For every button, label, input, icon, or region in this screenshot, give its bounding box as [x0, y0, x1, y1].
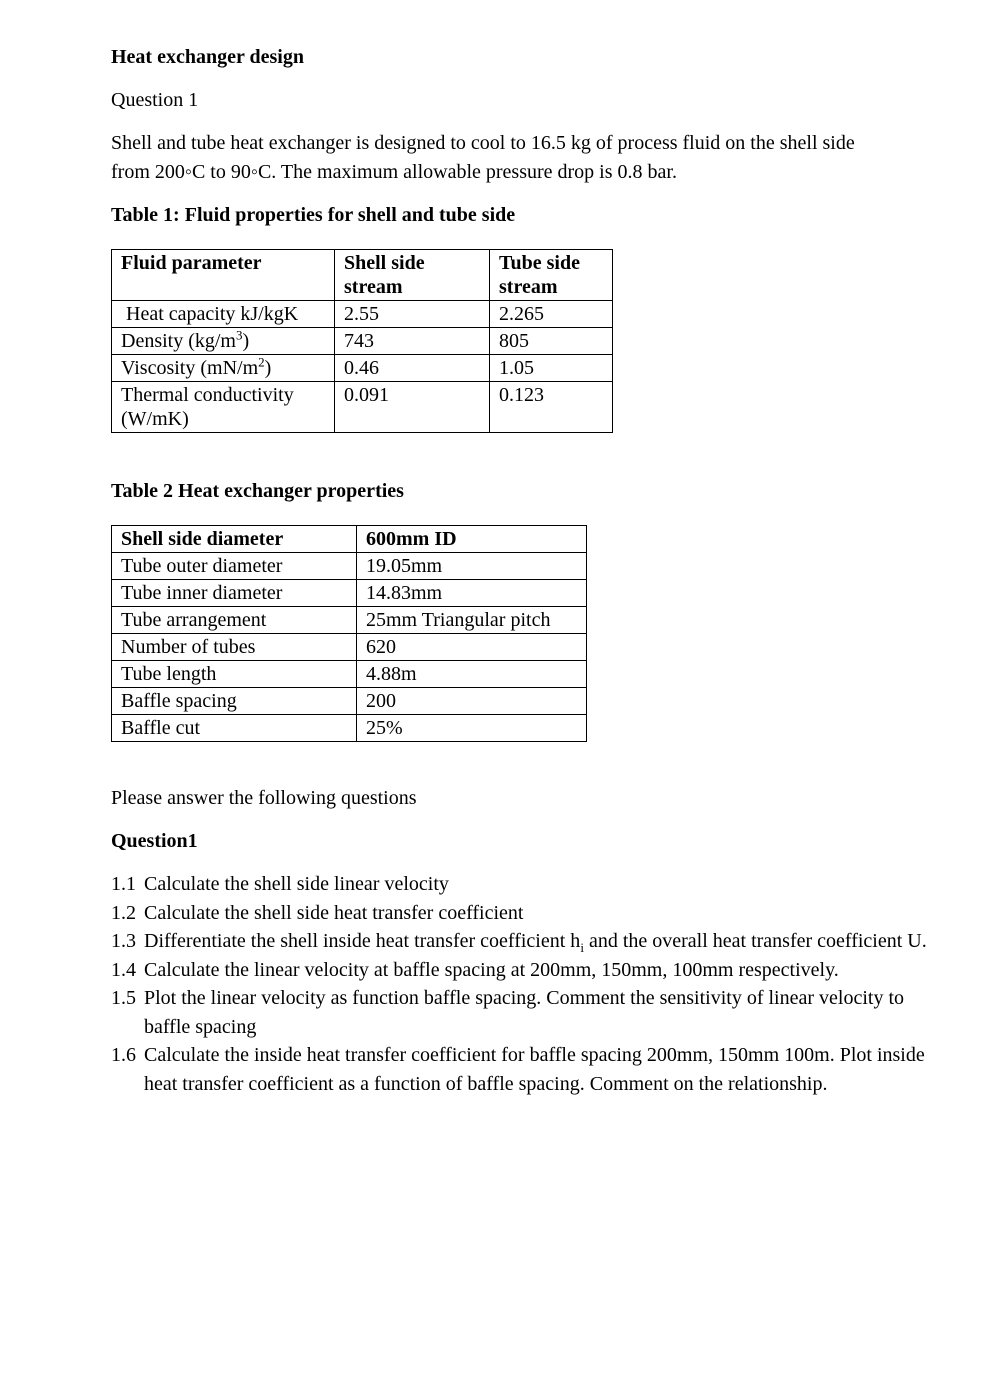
table-cell: 25% [357, 715, 587, 742]
question-label: Question 1 [111, 89, 199, 111]
intro-line-2: from 200◦C to 90◦C. The maximum allowable pressure drop is 0.8 bar. [111, 161, 677, 183]
table-cell: 200 [357, 688, 587, 715]
fluid-properties-table [111, 249, 613, 433]
table-header-cell: Shell side stream [335, 250, 490, 301]
table2-caption: Table 2 Heat exchanger properties [111, 480, 404, 502]
table-cell: 14.83mm [357, 580, 587, 607]
table-row [112, 688, 587, 715]
table-cell: 600mm ID [357, 526, 587, 553]
param-text: Density (kg/m [121, 330, 236, 352]
item-text: Calculate the inside heat transfer coefficient for baffle spacing 200mm, 150mm 100m. Plot inside heat transfer coefficient as a function of baffle spacing. Comment on the relationship. [144, 1044, 925, 1095]
table-row [112, 715, 587, 742]
table-row [112, 382, 613, 433]
table-cell [112, 355, 335, 382]
table-cell: 0.123 [490, 382, 613, 433]
item-number: 1.1 [111, 873, 136, 895]
table-cell: Tube inner diameter [112, 580, 357, 607]
table-cell: Baffle spacing [112, 688, 357, 715]
table-cell: Tube length [112, 661, 357, 688]
list-item [111, 870, 931, 899]
intro-paragraph [111, 129, 931, 187]
table-cell: Shell side diameter [112, 526, 357, 553]
table-cell: Tube outer diameter [112, 553, 357, 580]
param-text-end: ) [242, 330, 250, 352]
table-cell: 2.265 [490, 301, 613, 328]
list-item [111, 956, 931, 985]
item-text: Calculate the shell side heat transfer coefficient [144, 901, 524, 924]
table-row [112, 661, 587, 688]
table-header-cell: Fluid parameter [112, 250, 335, 301]
document-page [111, 43, 931, 1098]
item-text: Differentiate the shell inside heat transfer coefficient h [144, 930, 581, 952]
table-header-cell: Tube side stream [490, 250, 613, 301]
item-number: 1.2 [111, 901, 136, 924]
table-row [112, 634, 587, 661]
item-number: 1.6 [111, 1044, 136, 1066]
table-row [112, 553, 587, 580]
subscript: i [580, 940, 584, 955]
table-row [112, 301, 613, 328]
questions-prompt: Please answer the following questions [111, 787, 417, 809]
item-number: 1.3 [111, 930, 136, 952]
questions-heading: Question1 [111, 830, 198, 852]
table-cell: 19.05mm [357, 553, 587, 580]
superscript: 2 [258, 354, 265, 370]
param-text: Viscosity (mN/m [121, 357, 259, 379]
table-cell: 743 [335, 328, 490, 355]
superscript: 3 [236, 327, 243, 343]
table1-caption: Table 1: Fluid properties for shell and tube side [111, 204, 516, 226]
table-cell: 2.55 [335, 301, 490, 328]
table-row [112, 328, 613, 355]
list-item [111, 1041, 931, 1098]
question-list [111, 870, 931, 1098]
table-cell: Thermal conductivity (W/mK) [112, 382, 335, 433]
table-row [112, 355, 613, 382]
table-cell: 620 [357, 634, 587, 661]
intro-line-1: Shell and tube heat exchanger is designed to cool to 16.5 kg of process fluid on the shell side [111, 132, 855, 154]
table-cell: Number of tubes [112, 634, 357, 661]
table-cell [112, 328, 335, 355]
item-text: Calculate the shell side linear velocity [144, 873, 449, 895]
table-row [112, 580, 587, 607]
list-item [111, 927, 931, 956]
table-cell: 0.46 [335, 355, 490, 382]
table-cell: Tube arrangement [112, 607, 357, 634]
table-cell: Heat capacity kJ/kgK [112, 301, 335, 328]
table-row [112, 526, 587, 553]
table-row [112, 607, 587, 634]
table-cell: Baffle cut [112, 715, 357, 742]
item-text: Calculate the linear velocity at baffle spacing at 200mm, 150mm, 100mm respectively. [144, 958, 839, 981]
exchanger-properties-table [111, 525, 587, 742]
item-text: Plot the linear velocity as function baffle spacing. Comment the sensitivity of linear velocity to baffle spacing [144, 987, 905, 1038]
list-item [111, 899, 931, 928]
table-cell: 1.05 [490, 355, 613, 382]
table-cell: 25mm Triangular pitch [357, 607, 587, 634]
document-title: Heat exchanger design [111, 46, 304, 68]
item-number: 1.5 [111, 987, 136, 1009]
item-number: 1.4 [111, 958, 136, 981]
table-cell: 4.88m [357, 661, 587, 688]
table-header-row [112, 250, 613, 301]
table-cell: 805 [490, 328, 613, 355]
table-cell: 0.091 [335, 382, 490, 433]
list-item [111, 984, 931, 1041]
param-text-end: ) [264, 357, 272, 379]
item-text-end: and the overall heat transfer coefficient U. [583, 930, 927, 952]
